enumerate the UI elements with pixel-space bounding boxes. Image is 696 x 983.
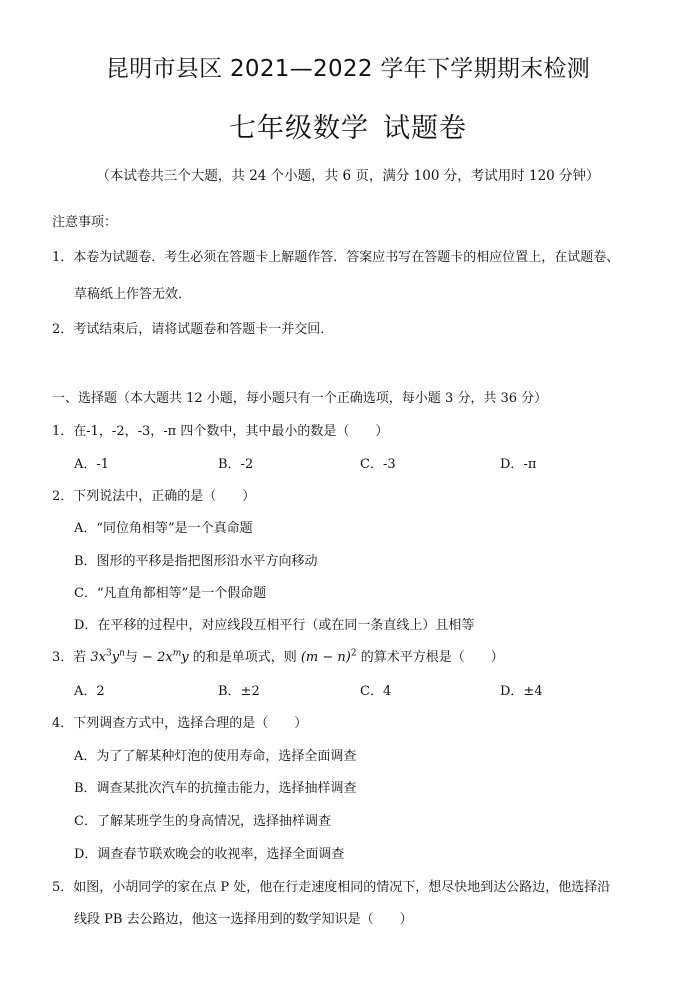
question-5-line1: 5．如图，小胡同学的家在点 P 处，他在行走速度相同的情况下，想尽快地到达公路边，他选择沿 (52, 880, 611, 895)
notes-heading: 注意事项： (52, 215, 118, 230)
expression-m-minus-n: (m − n) (300, 650, 351, 665)
exam-subtitle (0, 106, 696, 145)
note-item-2: 2．考试结束后，请将试题卷和答题卡一并交回． (52, 322, 334, 337)
question-4-option-d: D．调查春节联欢晚会的收视率，选择全面调查 (74, 847, 345, 862)
note-item-1-line1: 1．本卷为试题卷．考生必须在答题卡上解题作答．答案应书写在答题卡的相应位置上，在试题卷、 (52, 250, 620, 265)
question-3-stem: 3．若 $3x^3y^n$与 − $2x^my$ 的和是单项式，则 $(m - n)^2$ 的算术平方根是（ ） (52, 648, 504, 665)
question-4-option-b: B．调查某批次汽车的抗撞击能力，选择抽样调查 (74, 781, 357, 796)
exam-title: 昆明市县区 2021—2022 学年下学期期末检测 (105, 56, 591, 82)
note-item-1-line2: 草稿纸上作答无效． (74, 287, 192, 302)
question-4-option-c: C．了解某班学生的身高情况，选择抽样调查 (74, 814, 331, 829)
question-1-stem: 1．在-1，-2，-3，-π 四个数中，其中最小的数是（ ） (52, 424, 389, 439)
question-1-option-a: A．-1 (74, 457, 110, 472)
question-3-option-b: B．±2 (218, 684, 260, 699)
question-1-option-b: B．-2 (218, 457, 254, 472)
question-2-option-c: C．“凡直角都相等”是一个假命题 (74, 586, 267, 601)
question-5-line2: 线段 PB 去公路边，他这一选择用到的数学知识是（ ） (74, 912, 413, 927)
question-2-option-a: A．“同位角相等”是一个真命题 (74, 521, 253, 536)
exam-info: （本试卷共三个大题，共 24 个小题，共 6 页，满分 100 分，考试用时 120 分钟） (96, 168, 600, 184)
question-2-option-b: B．图形的平移是指把图形沿水平方向移动 (74, 554, 318, 569)
paper-type-label: 试题卷 (383, 113, 467, 144)
question-2-stem: 2．下列说法中，正确的是（ ） (52, 489, 256, 504)
term-3x: 3x (90, 650, 107, 665)
question-1-option-d: D．-π (500, 457, 537, 472)
question-3-option-d: D．±4 (500, 684, 543, 699)
question-4-option-a: A．为了了解某种灯泡的使用寿命，选择全面调查 (74, 749, 357, 764)
question-4-stem: 4．下列调查方式中，选择合理的是（ ） (52, 716, 308, 731)
term-2x: − 2x (142, 650, 173, 665)
question-1-option-c: C．-3 (360, 457, 396, 472)
question-2-option-d: D．在平移的过程中，对应线段互相平行（或在同一条直线上）且相等 (74, 618, 475, 633)
question-3-option-a: A．2 (74, 684, 105, 699)
section-heading: 一、选择题（本大题共 12 小题，每小题只有一个正确选项，每小题 3 分，共 36 分） (52, 391, 548, 406)
subject-label: 七年级数学 (229, 113, 369, 144)
question-3-option-c: C．4 (360, 684, 392, 699)
